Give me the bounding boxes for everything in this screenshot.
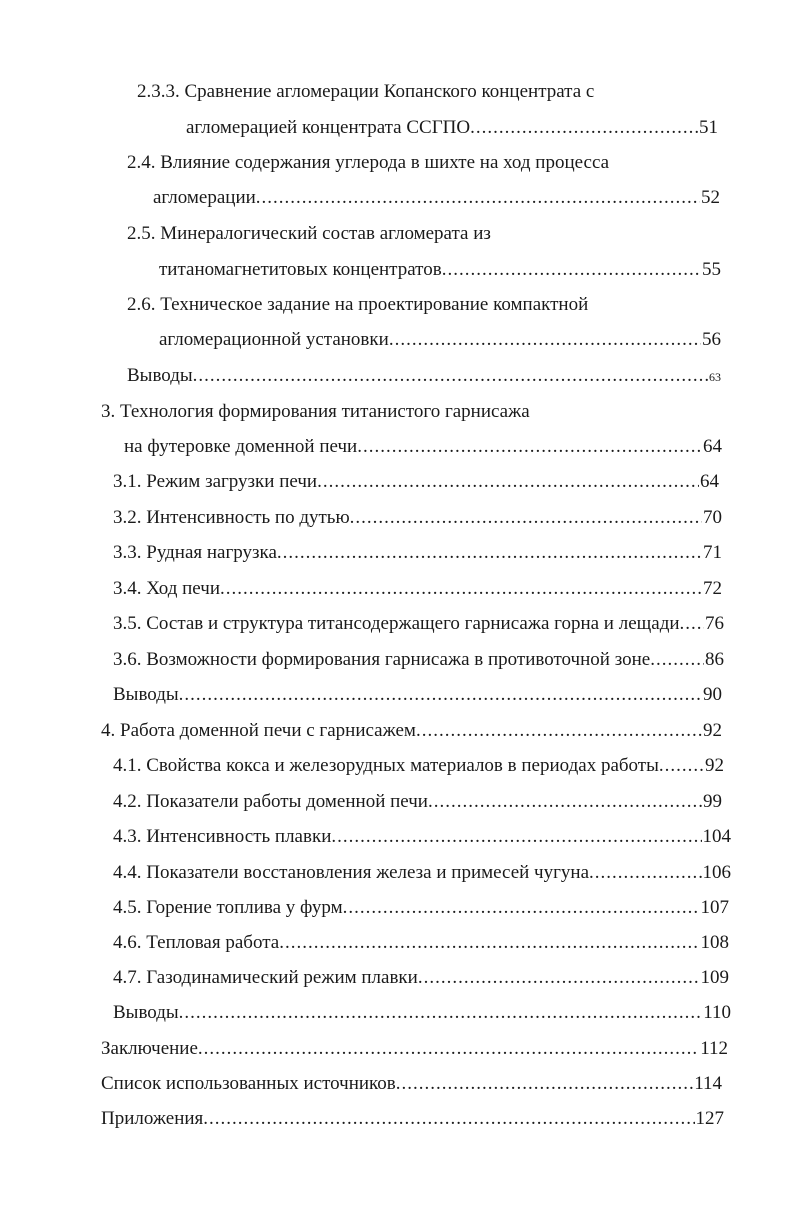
toc-line-references [101, 1072, 722, 1096]
toc-page-number: 71 [703, 542, 722, 563]
toc-line-3-5 [113, 612, 724, 636]
toc-entry-text: Выводы [127, 365, 193, 386]
toc-page-number: 64 [703, 436, 722, 457]
toc-entry-text: 4.3. Интенсивность плавки [113, 826, 332, 847]
leader-dots [193, 364, 708, 388]
toc-line-2-3-3-title [137, 80, 637, 104]
toc-page-number: 109 [700, 967, 729, 988]
leader-dots [331, 825, 701, 849]
leader-dots [396, 1072, 693, 1096]
leader-dots [256, 186, 700, 210]
toc-page-number: 64 [700, 471, 719, 492]
toc-entry-text: Приложения [101, 1108, 204, 1129]
toc-page-number: 110 [703, 1002, 731, 1023]
toc-entry-text: Выводы [113, 684, 179, 705]
leader-dots [680, 612, 704, 636]
toc-line-3-cont [124, 435, 722, 459]
leader-dots [220, 577, 702, 601]
leader-dots [350, 506, 702, 530]
toc-page-number: 106 [702, 862, 731, 883]
toc-entry-text: титаномагнетитовых концентратов [159, 259, 442, 280]
leader-dots [203, 1107, 694, 1131]
toc-entry-text: 4.4. Показатели восстановления железа и примесей чугуна [113, 862, 590, 883]
toc-page-number: 127 [695, 1108, 724, 1129]
toc-entry-text: 2.4. Влияние содержания углерода в шихте на ход процесса [127, 152, 610, 173]
toc-line-vyvody-4 [113, 1001, 731, 1025]
leader-dots [650, 648, 704, 672]
toc-line-4-3 [113, 825, 731, 849]
leader-dots [428, 790, 702, 814]
toc-line-conclusion [101, 1037, 728, 1061]
toc-entry-text: 2.5. Минералогический состав агломерата из [127, 223, 491, 244]
toc-entry-text: 3.1. Режим загрузки печи [113, 471, 318, 492]
toc-entry-text: 4.2. Показатели работы доменной печи [113, 791, 428, 812]
toc-line-3-6 [113, 648, 724, 672]
leader-dots [179, 683, 702, 707]
toc-line-vyvody-3 [113, 683, 722, 707]
toc-line-2-4-cont [153, 186, 720, 210]
leader-dots [416, 719, 702, 743]
toc-page-number: 104 [702, 826, 731, 847]
toc-page-number: 112 [700, 1038, 728, 1059]
toc-page-number: 55 [702, 259, 721, 280]
leader-dots [277, 541, 702, 565]
toc-entry-text: 3. Технология формирования титанистого гарнисажа [101, 401, 530, 422]
toc-line-4 [101, 719, 722, 743]
toc-entry-text: 3.5. Состав и структура титансодержащего гарнисажа горна и лещади [113, 613, 680, 634]
toc-page-number: 107 [700, 897, 729, 918]
toc-entry-text: 2.6. Техническое задание на проектирование компактной [127, 294, 589, 315]
leader-dots [442, 258, 701, 282]
toc-page-number: 51 [699, 117, 718, 138]
toc-page-number: 90 [703, 684, 722, 705]
toc-entry-text: на футеровке доменной печи [124, 436, 358, 457]
toc-line-4-4 [113, 861, 731, 885]
toc-line-3-2 [113, 506, 722, 530]
toc-line-vyvody-2 [127, 364, 721, 388]
toc-line-4-6 [113, 931, 729, 955]
toc-page-number: 63 [709, 370, 721, 384]
toc-line-2-6-cont [159, 328, 721, 352]
toc-line-2-3-3-cont [186, 116, 718, 140]
toc-line-4-2 [113, 790, 722, 814]
toc-entry-text: 2.3.3. Сравнение агломерации Копанского концентрата с [137, 81, 595, 102]
toc-page-number: 86 [705, 649, 724, 670]
toc-page-number: 114 [694, 1073, 722, 1094]
leader-dots [198, 1037, 699, 1061]
toc-entry-text: 4.5. Горение топлива у фурм [113, 897, 343, 918]
leader-dots [418, 966, 700, 990]
leader-dots [470, 116, 698, 140]
toc-line-appendices [101, 1107, 724, 1131]
toc-entry-text: агломерацией концентрата ССГПО [186, 117, 471, 138]
toc-line-3-3 [113, 541, 722, 565]
leader-dots [357, 435, 702, 459]
toc-entry-text: 4.6. Тепловая работа [113, 932, 280, 953]
leader-dots [659, 754, 704, 778]
toc-entry-text: Выводы [113, 1002, 179, 1023]
toc-page-number: 76 [705, 613, 724, 634]
toc-entry-text: 3.4. Ход печи [113, 578, 220, 599]
toc-line-3-4 [113, 577, 722, 601]
toc-line-4-5 [113, 896, 729, 920]
toc-line-2-6-title [127, 293, 687, 317]
toc-entry-text: 3.3. Рудная нагрузка [113, 542, 277, 563]
leader-dots [179, 1001, 703, 1025]
toc-entry-text: 3.6. Возможности формирования гарнисажа в противоточной зоне [113, 649, 651, 670]
toc-entry-text: 4. Работа доменной печи с гарнисажем [101, 720, 416, 741]
leader-dots [279, 931, 699, 955]
toc-line-4-1 [113, 754, 724, 778]
toc-page-number: 52 [701, 187, 720, 208]
toc-page-number: 70 [703, 507, 722, 528]
toc-line-4-7 [113, 966, 729, 990]
leader-dots [343, 896, 700, 920]
toc-page-number: 92 [705, 755, 724, 776]
toc-page-number: 92 [703, 720, 722, 741]
toc-entry-text: Список использованных источников [101, 1073, 396, 1094]
toc-page-number: 72 [703, 578, 722, 599]
toc-page-number: 99 [703, 791, 722, 812]
leader-dots [589, 861, 701, 885]
toc-line-2-5-title [127, 222, 587, 246]
toc-entry-text: Заключение [101, 1038, 198, 1059]
toc-entry-text: агломерационной установки [159, 329, 389, 350]
toc-line-3-title [101, 400, 601, 424]
leader-dots [389, 328, 701, 352]
toc-entry-text: 3.2. Интенсивность по дутью [113, 507, 350, 528]
toc-entry-text: агломерации [153, 187, 256, 208]
toc-entry-text: 4.7. Газодинамический режим плавки [113, 967, 418, 988]
leader-dots [317, 470, 699, 494]
toc-line-2-4-title [127, 151, 687, 175]
toc-page-number: 108 [700, 932, 729, 953]
toc-line-3-1 [113, 470, 719, 494]
toc-entry-text: 4.1. Свойства кокса и железорудных материалов в периодах работы [113, 755, 659, 776]
toc-line-2-5-cont [159, 258, 721, 282]
toc-page-number: 56 [702, 329, 721, 350]
